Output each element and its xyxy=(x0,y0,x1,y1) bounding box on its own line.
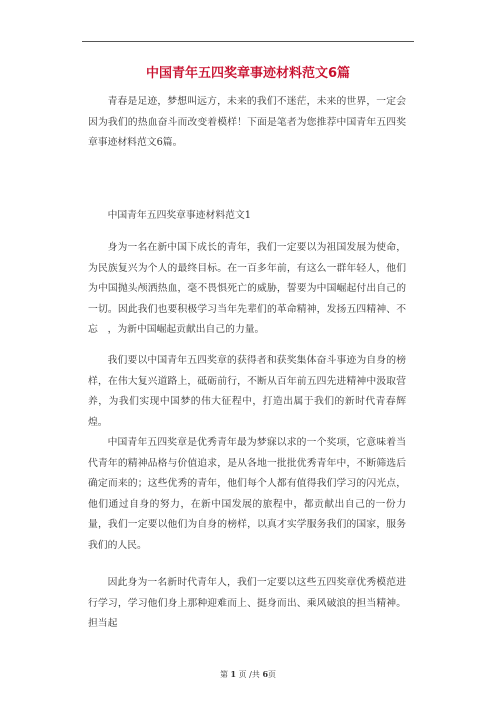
header-rule xyxy=(82,41,414,42)
section-heading: 中国青年五四奖章事迹材料范文1 xyxy=(107,210,251,221)
footer-suffix: 页 xyxy=(268,670,277,679)
intro-paragraph: 青春是足迹，梦想叫远方，未来的我们不迷茫，未来的世界，一定会因为我们的热血奋斗而改变着模样！下面是笔者为您推荐中国青年五四奖章事迹材料范文6篇。 xyxy=(88,96,406,148)
footer-total-pages: 6 xyxy=(262,669,269,679)
footer-current-page: 1 xyxy=(230,669,237,679)
document-title: 中国青年五四奖章事迹材料范文6篇 xyxy=(145,66,351,81)
body-paragraph-3: 中国青年五四奖章是优秀青年最为梦寐以求的一个奖项，它意味着当代青年的精神品格与价值追求，是从各地一批批优秀青年中，不断筛选后确定而来的；这些优秀的青年，他们每个人都有值得我们学习的闪光点，他们通过自身的努力，在新中国发展的旅程中，都贡献出自己的一份力量，我们一定要以他们为自身的榜样，以真才实学服务我们的国家，服务我们的人民。 xyxy=(88,437,406,551)
body-paragraph-4: 因此身为一名新时代青年人，我们一定要以这些五四奖章优秀模范进行学习，学习他们身上那种迎难而上、挺身而出、乘风破浪的担当精神。担当起 xyxy=(88,577,406,629)
footer-prefix: 第 xyxy=(219,670,228,679)
body-paragraph-1: 身为一名在新中国下成长的青年，我们一定要以为祖国发展为使命，为民族复兴为个人的最终目标。在一百多年前，有这么一群年轻人，他们为中国抛头颅洒热血，毫不畏惧死亡的威胁，誓要为中国崛起付出自己的一切。因此我们也要积极学习当年先辈们的革命精神，发扬五四精神、不忘 ，为新中国崛起贡献出自己的力量。 xyxy=(88,242,406,335)
body-paragraph-2: 我们要以中国青年五四奖章的获得者和获奖集体奋斗事迹为自身的榜样，在伟大复兴道路上，砥砺前行，不断从百年前五四先进精神中汲取营养，为我们实现中国梦的伟大征程中，打造出属于我们的新时代青春辉煌。 xyxy=(88,355,406,428)
page-footer xyxy=(82,669,414,680)
footer-middle: 页 /共 xyxy=(238,670,260,679)
